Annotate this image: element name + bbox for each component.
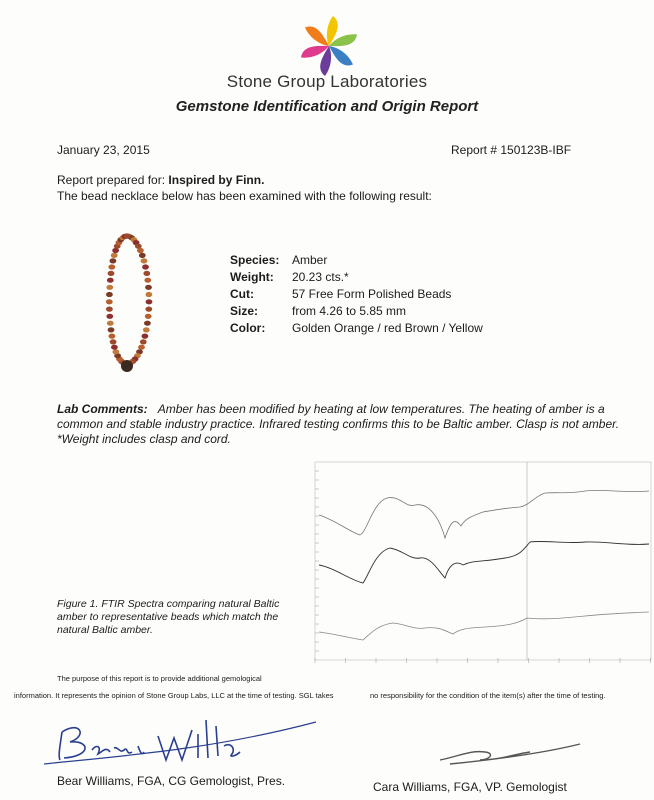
spec-value-cut: 57 Free Form Polished Beads bbox=[292, 287, 452, 301]
pinwheel-logo-icon bbox=[290, 14, 368, 78]
bead bbox=[143, 327, 150, 332]
bead bbox=[111, 345, 118, 350]
spectrum-top bbox=[319, 490, 649, 538]
spec-label-species: Species: bbox=[230, 253, 280, 267]
examined-statement: The bead necklace below has been examined with the following result: bbox=[57, 189, 432, 203]
prepared-for-line bbox=[57, 173, 264, 187]
bead bbox=[142, 264, 149, 269]
signature-bear-williams bbox=[40, 706, 320, 766]
prepared-prefix: Report prepared for: bbox=[57, 173, 169, 187]
bead bbox=[145, 285, 152, 290]
purpose-line-1: The purpose of this report is to provide additional gemological bbox=[57, 674, 262, 683]
bead bbox=[144, 278, 151, 283]
signature-cara-williams bbox=[430, 730, 590, 770]
spectrum-bottom bbox=[319, 612, 649, 640]
lab-comments-text: Amber has been modified by heating at low temperatures. The heating of amber is a common and stable industry practice. Infrared testing confirms this to be Baltic amber. Clasp is not amber. bbox=[57, 402, 620, 431]
purpose-line-2: information. It represents the opinion of Stone Group Labs, LLC at the time of testing. SGL takes bbox=[14, 691, 334, 700]
spec-value-color: Golden Orange / red Brown / Yellow bbox=[292, 321, 483, 335]
bead bbox=[145, 307, 152, 312]
bead bbox=[106, 314, 113, 319]
signer-2-name: Cara Williams, FGA, VP. Gemologist bbox=[373, 780, 567, 794]
bead bbox=[109, 334, 116, 339]
bead bbox=[143, 271, 150, 276]
weight-note: *Weight includes clasp and cord. bbox=[57, 432, 231, 446]
report-title: Gemstone Identification and Origin Report bbox=[175, 98, 479, 115]
spec-value-weight: 20.23 cts.* bbox=[292, 270, 349, 284]
bead bbox=[106, 285, 113, 290]
bead bbox=[106, 299, 113, 304]
bead bbox=[110, 339, 117, 344]
bead bbox=[113, 349, 120, 354]
bead bbox=[141, 258, 148, 263]
bead bbox=[137, 248, 144, 253]
spec-label-cut: Cut: bbox=[230, 287, 254, 301]
bead bbox=[107, 278, 114, 283]
lab-comments-label: Lab Comments: bbox=[57, 402, 148, 416]
bead bbox=[111, 253, 118, 258]
bead bbox=[146, 292, 153, 297]
bead bbox=[110, 258, 117, 263]
bead bbox=[106, 292, 113, 297]
purpose-line-3: no responsibility for the condition of the item(s) after the time of testing. bbox=[370, 691, 606, 700]
bead bbox=[139, 253, 146, 258]
bead bbox=[145, 314, 152, 319]
signer-1-name: Bear Williams, FGA, CG Gemologist, Pres. bbox=[57, 774, 286, 788]
spectrum-middle bbox=[319, 541, 649, 583]
client-name: Inspired by Finn. bbox=[168, 173, 265, 187]
lab-name: Stone Group Laboratories bbox=[226, 72, 428, 91]
bead bbox=[108, 327, 115, 332]
bead bbox=[108, 271, 115, 276]
bead bbox=[138, 345, 145, 350]
clasp bbox=[121, 360, 133, 372]
bead bbox=[107, 321, 114, 326]
bead bbox=[144, 321, 151, 326]
spec-value-species: Amber bbox=[292, 253, 328, 267]
necklace-photo bbox=[92, 228, 162, 378]
report-date: January 23, 2015 bbox=[57, 143, 150, 157]
spec-label-weight: Weight: bbox=[230, 270, 274, 284]
ftir-spectra-figure bbox=[305, 460, 653, 672]
bead bbox=[124, 233, 131, 238]
bead bbox=[106, 307, 113, 312]
spec-label-color: Color: bbox=[230, 321, 266, 335]
bead bbox=[146, 299, 153, 304]
bead bbox=[140, 339, 147, 344]
spec-value-size: from 4.26 to 5.85 mm bbox=[292, 304, 407, 318]
bead bbox=[108, 264, 115, 269]
lab-comments bbox=[57, 402, 637, 447]
report-number: Report # 150123B-IBF bbox=[451, 143, 572, 157]
spec-label-size: Size: bbox=[230, 304, 259, 318]
bead bbox=[142, 334, 149, 339]
figure-caption: Figure 1. FTIR Spectra comparing natural Baltic amber to representative beads which match the natural Baltic amber. bbox=[57, 598, 280, 636]
